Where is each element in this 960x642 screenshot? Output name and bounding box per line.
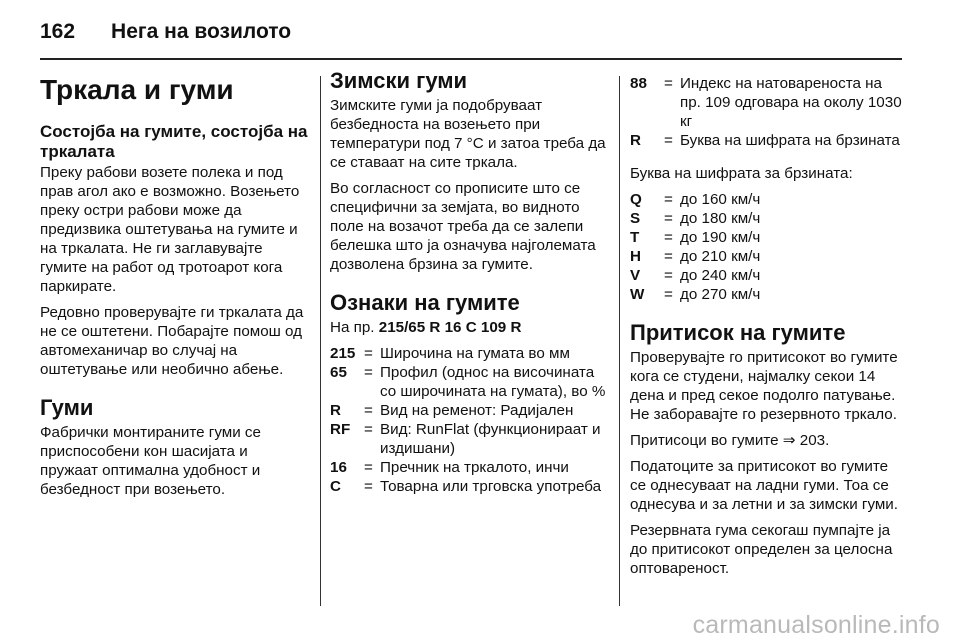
speed-code-value: до 240 км/ч xyxy=(680,267,761,284)
speed-intro: Буква на шифрата за брзината: xyxy=(630,165,853,182)
speed-code-sep: = xyxy=(664,248,673,265)
definition-row xyxy=(330,401,606,420)
condition-heading: Состојба на гумите, состојба на тркалата xyxy=(40,122,308,161)
definition-row xyxy=(330,458,606,477)
definition-key: 88 xyxy=(630,75,647,92)
winter-paragraph-1: Зимските гуми ја подобруваат безбедноста на возењето при температури под 7 °C и затоа треба да се ставаат на сите тркала. xyxy=(330,97,606,171)
speed-code-value: до 180 км/ч xyxy=(680,210,761,227)
condition-paragraph-2: Редовно проверувајте ги тркалата да не се оштетени. Побарајте помош од автомеханичар во случај на оштетување или необично абење. xyxy=(40,304,304,378)
definition-value: Буква на шифрата на брзината xyxy=(680,132,900,149)
pressure-paragraph-3: Податоците за притисокот во гумите се однесуваат на ладни гуми. Тоа се однесува и за летни и за зимски гуми. xyxy=(630,458,899,513)
definition-value: Профил (однос на височината со широчината на гумата), во % xyxy=(380,364,606,400)
speed-code-row xyxy=(630,247,906,266)
winter-heading: Зимски гуми xyxy=(330,68,468,93)
column-divider-2 xyxy=(619,76,620,606)
column-left xyxy=(40,68,308,506)
definition-value: Индекс на натовареноста на пр. 109 одговара на околу 1030 кг xyxy=(680,75,902,130)
page-number: 162 xyxy=(40,20,76,43)
column-right xyxy=(630,74,906,585)
page-header xyxy=(40,12,291,52)
example-code: 215/65 R 16 C 109 R xyxy=(378,319,522,336)
definition-value: Товарна или трговска употреба xyxy=(380,478,602,495)
speed-code-key: Q xyxy=(630,191,642,208)
definition-value: Пречник на тркалото, инчи xyxy=(380,459,569,476)
definition-row xyxy=(330,420,606,458)
marking-example xyxy=(330,318,606,337)
definition-sep: = xyxy=(664,132,673,149)
tyres-heading: Гуми xyxy=(40,395,94,420)
definition-sep: = xyxy=(664,75,673,92)
speed-code-key: W xyxy=(630,286,645,303)
speed-codes xyxy=(630,190,906,304)
definition-key: R xyxy=(330,402,341,419)
definition-key: 215 xyxy=(330,345,356,362)
header-rule xyxy=(40,58,902,60)
definition-key: RF xyxy=(330,421,351,438)
definition-row xyxy=(630,131,906,150)
speed-code-row xyxy=(630,209,906,228)
pressure-paragraph-1: Проверувајте го притисокот во гумите кога се студени, најмалку секои 14 дена и пред секое подолго патување. Не заборавајте го резервното тркало. xyxy=(630,349,898,423)
definition-value: Вид: RunFlat (функционираат и издишани) xyxy=(380,421,601,457)
column-divider-1 xyxy=(320,76,321,606)
speed-code-key: T xyxy=(630,229,640,246)
winter-paragraph-2: Во согласност со прописите што се специфични за земјата, во видното поле на возачот треба да се залепи белешка што ја означува најголемата дозволена брзина за гумите. xyxy=(330,180,596,273)
speed-code-sep: = xyxy=(664,210,673,227)
definition-row xyxy=(330,477,606,496)
definition-value: Вид на ременот: Радијален xyxy=(380,402,574,419)
definition-row xyxy=(330,363,606,401)
definition-sep: = xyxy=(364,421,373,438)
speed-code-key: H xyxy=(630,248,641,265)
column-middle xyxy=(330,68,606,502)
definition-sep: = xyxy=(364,402,373,419)
pressure-heading: Притисок на гумите xyxy=(630,320,846,345)
definition-key: 65 xyxy=(330,364,347,381)
speed-code-value: до 190 км/ч xyxy=(680,229,761,246)
example-prefix: На пр. xyxy=(330,319,379,336)
speed-code-key: V xyxy=(630,267,641,284)
speed-code-value: до 270 км/ч xyxy=(680,286,761,303)
definition-key: C xyxy=(330,478,341,495)
speed-code-sep: = xyxy=(664,191,673,208)
speed-code-key: S xyxy=(630,210,641,227)
definition-sep: = xyxy=(364,364,373,381)
watermark: carmanualsonline.info xyxy=(692,611,940,639)
tyres-paragraph-1: Фабрички монтираните гуми се приспособени кон шасијата и пружаат оптимална удобност и безбедност при возењето. xyxy=(40,424,261,498)
speed-code-row xyxy=(630,228,906,247)
pressure-paragraph-2: Притисоци во гумите ⇒ 203. xyxy=(630,432,830,449)
speed-code-sep: = xyxy=(664,286,673,303)
definition-key: R xyxy=(630,132,641,149)
speed-code-row xyxy=(630,190,906,209)
marking-definitions-cont xyxy=(630,74,906,150)
speed-code-value: до 160 км/ч xyxy=(680,191,761,208)
section-title: Тркала и гуми xyxy=(40,74,234,105)
definition-key: 16 xyxy=(330,459,347,476)
speed-code-row xyxy=(630,285,906,304)
definition-row xyxy=(330,344,606,363)
speed-code-sep: = xyxy=(664,229,673,246)
definition-sep: = xyxy=(364,345,373,362)
pressure-paragraph-4: Резервната гума секогаш пумпајте ја до притисокот определен за целосна оптовареност. xyxy=(630,522,893,577)
definition-sep: = xyxy=(364,478,373,495)
definition-row xyxy=(630,74,906,131)
speed-code-sep: = xyxy=(664,267,673,284)
speed-code-row xyxy=(630,266,906,285)
marking-definitions xyxy=(330,344,606,496)
speed-code-value: до 210 км/ч xyxy=(680,248,761,265)
condition-paragraph-1: Преку рабови возете полека и под прав агол ако е возможно. Возењето преку остри рабови може да предизвика оштетувања на гумите и на тркалата. Не ги заглавувајте гумите на работ од тротоарот кога паркирате. xyxy=(40,164,300,295)
chapter-title: Нега на возилото xyxy=(111,20,292,43)
marking-heading: Ознаки на гумите xyxy=(330,290,520,315)
definition-value: Широчина на гумата во мм xyxy=(380,345,570,362)
definition-sep: = xyxy=(364,459,373,476)
